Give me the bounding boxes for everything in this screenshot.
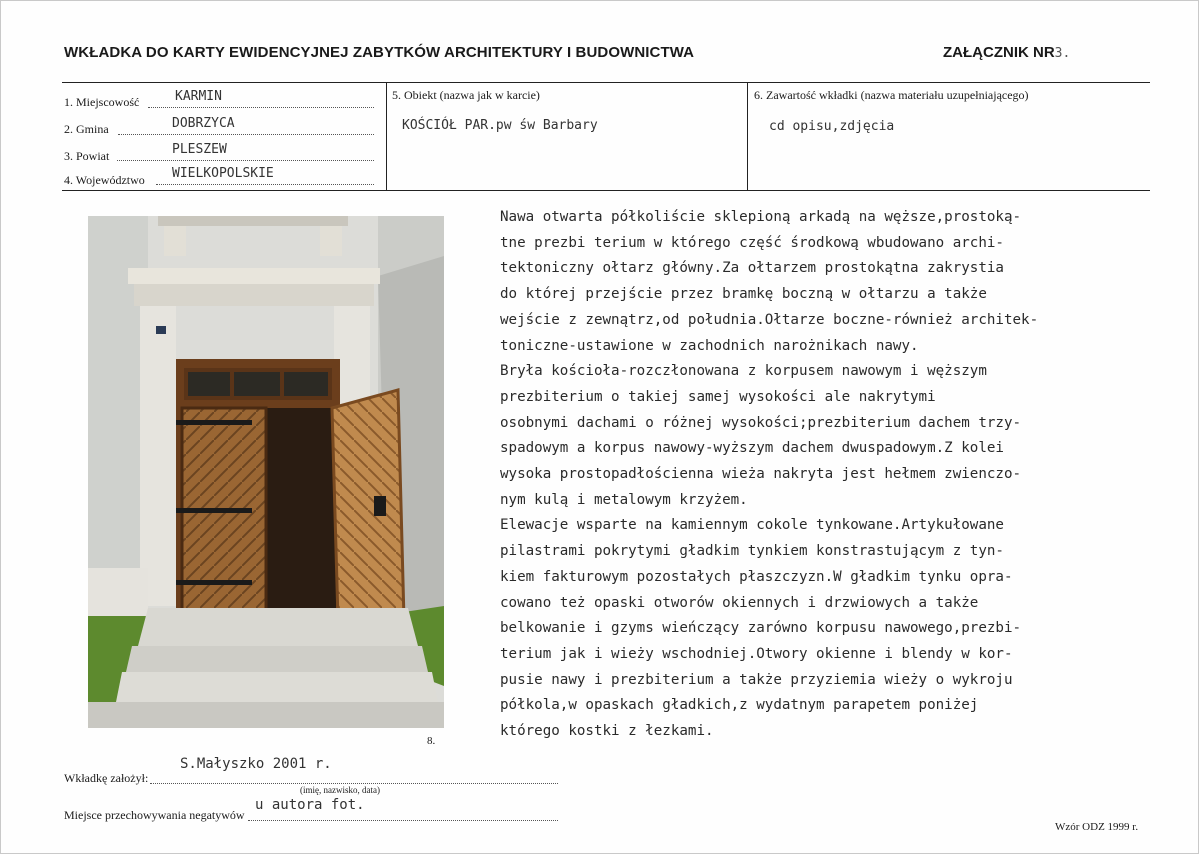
description-line: pilastrami pokrytymi gładkim tynkiem konstrastującym z tyn- (500, 543, 1004, 560)
description-line: cowano też opaski otworów okiennych i drzwiowych a także (500, 594, 979, 611)
created-hint: (imię, nazwisko, data) (300, 785, 380, 795)
created-dots (150, 783, 558, 784)
annex-number: 3. (1054, 46, 1071, 61)
negatives-value: u autora fot. (255, 797, 365, 813)
powiat-value: PLESZEW (172, 142, 227, 157)
gmina-dots (118, 134, 374, 135)
description-line: kiem fakturowym pozostałych płaszczyzn.W gładkim tynku opra- (500, 568, 1013, 585)
photo-number: 8. (427, 735, 436, 747)
description-line: do której przejście przez bramkę boczną w ołtarzu a także (500, 286, 987, 303)
church-door-photo (88, 216, 444, 728)
description-line: tektoniczny ołtarz główny.Za ołtarzem prostokątna zakrystia (500, 260, 1004, 277)
wojewodztwo-dots (156, 184, 374, 185)
description-line: wejście z zewnątrz,od południa.Ołtarze boczne-również architek- (500, 311, 1039, 328)
photo-author: S.Małyszko 2001 r. (180, 756, 332, 772)
description-line: Bryła kościoła-rozczłonowana z korpusem nawowym i węższym (500, 363, 987, 380)
annex-label (943, 44, 1070, 61)
form-model: Wzór ODZ 1999 r. (1055, 821, 1139, 833)
description-line: pusie nawy i prezbiterium a także przyziemia wieży o wykroju (500, 671, 1013, 688)
description-line: Nawa otwarta półkoliście sklepioną arkadą na węższe,prostoką- (500, 209, 1022, 225)
gmina-label: 2. Gmina (64, 122, 109, 136)
description-line: toniczne-ustawione w zachodnich narożnikach nawy. (500, 337, 919, 354)
created-label: Wkładkę założył: (64, 771, 149, 785)
table-bottom-rule (62, 190, 1150, 191)
description-line: terium jak i wieży wschodniej.Otwory okienne i blendy w kor- (500, 645, 1013, 662)
contents-value: cd opisu,zdjęcia (769, 119, 895, 134)
annex-label-text: ZAŁĄCZNIK NR (943, 44, 1055, 61)
description-line: spadowym a korpus nawowy-wyższym dachem dwuspadowym.Z kolei (500, 440, 1004, 457)
powiat-dots (117, 160, 374, 161)
description-line: osobnymi dachami o różnej wysokości;prezbiterium dachem trzy- (500, 414, 1022, 431)
description-line: belkowanie i gzyms wieńczący zarówno korpusu nawowego,prezbi- (500, 620, 1022, 637)
description-line: wysoka prostopadłościenna wieża nakryta jest hełmem zwienczo- (500, 466, 1022, 483)
description-line: tne prezbi terium w którego część środkową wbudowano archi- (500, 234, 1004, 251)
contents-label: 6. Zawartość wkładki (nazwa materiału uzupełniającego) (754, 88, 1029, 102)
description-line: nym kulą i metalowym krzyżem. (500, 491, 748, 508)
wojewodztwo-label: 4. Województwo (64, 173, 145, 187)
miejscowosc-value: KARMIN (175, 89, 222, 104)
description-line: Elewacje wsparte na kamiennym cokole tynkowane.Artykułowane (500, 517, 1004, 534)
column-divider-1 (386, 82, 387, 190)
object-label: 5. Obiekt (nazwa jak w karcie) (392, 88, 540, 102)
miejscowosc-label: 1. Miejscowość (64, 95, 140, 109)
wojewodztwo-value: WIELKOPOLSKIE (172, 166, 274, 181)
gmina-value: DOBRZYCA (172, 116, 235, 131)
powiat-label: 3. Powiat (64, 149, 110, 163)
miejscowosc-dots (148, 107, 374, 108)
object-value: KOŚCIÓŁ PAR.pw św Barbary (402, 118, 598, 133)
description-text (500, 205, 1160, 745)
form-title: WKŁADKA DO KARTY EWIDENCYJNEJ ZABYTKÓW ARCHITEKTURY I BUDOWNICTWA (64, 44, 695, 61)
description-line: którego kostki z łezkami. (500, 723, 714, 740)
negatives-dots (248, 820, 558, 821)
column-divider-2 (747, 82, 748, 190)
negatives-label: Miejsce przechowywania negatywów (64, 808, 245, 822)
description-line: półkola,w opaskach gładkich,z wydatnym parapetem poniżej (500, 697, 979, 714)
description-line: prezbiterium o takiej samej wysokości ale nakrytymi (500, 388, 936, 405)
table-top-rule (62, 82, 1150, 83)
